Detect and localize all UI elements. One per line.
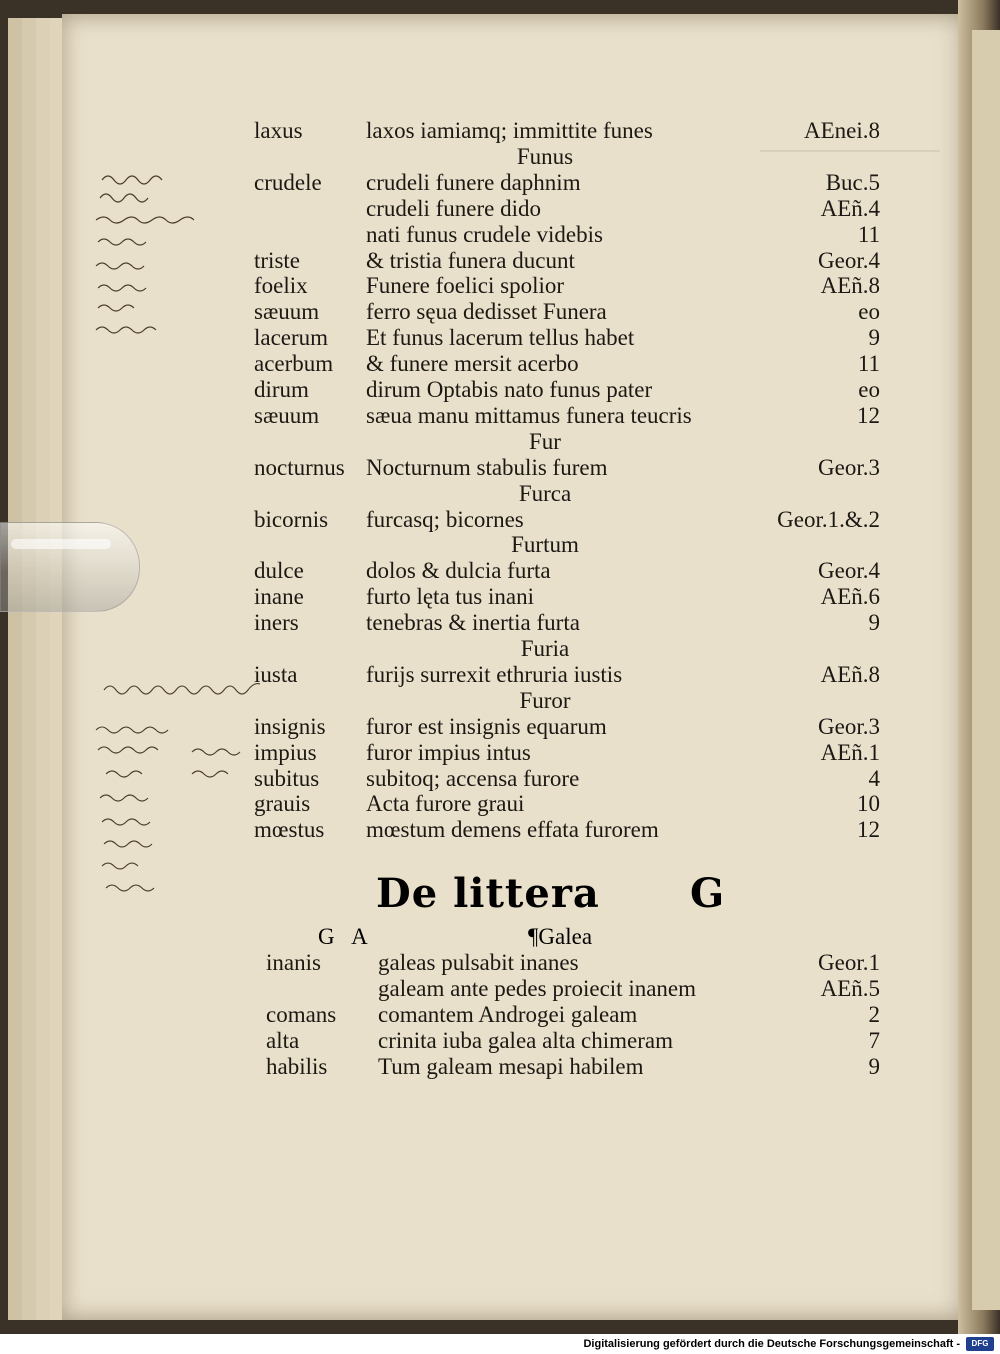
quotation: furor est insignis equarum [366,714,607,739]
reference: Geor.1.&.2 [777,507,880,532]
reference: AEnei.8 [803,118,880,143]
quotation: furijs surrexit ethruria iustis [366,662,623,687]
subheader-galea: ¶Galea [528,924,593,949]
entry-line [0,1054,1000,1080]
quotation: laxos iamiamq; immittite funes [366,118,653,143]
epithet: alta [266,1028,300,1053]
quotation: furor impius intus [366,740,531,765]
section-heading [376,868,756,920]
dfg-logo: DFG [966,1337,994,1351]
reference: AEñ.8 [820,662,880,687]
footer-banner [0,1334,1000,1354]
quotation: mœstum demens effata furorem [366,817,659,842]
section-subheader-line [0,924,1000,950]
entry-line [0,558,1000,584]
reference: AEñ.5 [820,976,880,1001]
reference: AEñ.8 [820,273,880,298]
reference: Geor.4 [818,558,880,583]
reference: 11 [857,351,880,376]
epithet: bicornis [254,507,329,532]
word-header: Furca [518,481,572,506]
quotation: furto lęta tus inani [366,584,534,609]
reference: Geor.3 [818,714,880,739]
reference: Buc.5 [825,170,880,195]
entry-line [0,976,1000,1002]
entry-line [0,377,1000,403]
quotation: & funere mersit acerbo [366,351,579,376]
page-clip [0,522,140,612]
reference: 9 [868,1054,880,1079]
quotation: crudeli funere dido [366,196,541,221]
quotation: Acta furore graui [366,791,525,816]
quotation: comantem Androgei galeam [378,1002,638,1027]
quotation: dolos & dulcia furta [366,558,551,583]
quotation: Tum galeam mesapi habilem [378,1054,644,1079]
epithet: iners [254,610,299,635]
epithet: nocturnus [254,455,345,480]
epithet: inane [254,584,304,609]
epithet: comans [266,1002,337,1027]
quotation: crinita iuba galea alta chimeram [378,1028,674,1053]
entry-line [0,403,1000,429]
epithet: habilis [266,1054,328,1079]
quotation: furcasq; bicornes [366,507,524,532]
clip-highlight [11,539,111,549]
word-header: Furtum [511,532,579,557]
quotation: galeam ante pedes proiecit inanem [378,976,697,1001]
quotation: subitoq; accensa furore [366,766,580,791]
entry-line [0,610,1000,636]
word-header-line [0,636,1000,662]
letter-pair: G A [318,924,374,949]
epithet: mœstus [254,817,325,842]
section-title: De littera [376,870,600,917]
reference: Geor.4 [818,248,880,273]
reference: 2 [868,1002,880,1027]
entry-line [0,584,1000,610]
footer-credit: Digitalisierung gefördert durch die Deutsche Forschungsgemeinschaft - [583,1338,960,1350]
epithet: laxus [254,118,303,143]
quotation: galeas pulsabit inanes [378,950,579,975]
entry-line [0,118,1000,144]
entry-line [0,1002,1000,1028]
marginalia-furia [100,668,280,698]
reference: 9 [868,610,880,635]
word-header: Furia [520,636,570,661]
reference: 12 [857,403,880,428]
word-header-line [0,429,1000,455]
reference: 12 [857,817,880,842]
epithet: triste [254,248,300,273]
reference: 9 [868,325,880,350]
handwriting-scribble [92,168,212,343]
epithet: dulce [254,558,304,583]
reference: eo [858,299,880,324]
reference: eo [858,377,880,402]
reference: 10 [857,791,880,816]
epithet: sæuum [254,299,320,324]
quotation: crudeli funere daphnim [366,170,581,195]
epithet: subitus [254,766,320,791]
epithet: iusta [254,662,298,687]
entry-line [0,1028,1000,1054]
quotation: sæua manu mittamus funera teucris [366,403,692,428]
quotation: Nocturnum stabulis furem [366,455,608,480]
reference: 4 [868,766,880,791]
handwriting-scribble [100,668,280,698]
entry-line [0,351,1000,377]
handwriting-scribble [92,716,262,896]
reference: Geor.1 [818,950,880,975]
marginalia-furor [92,716,262,896]
word-header-line [0,144,1000,170]
quotation: ferro sęua dedisset Funera [366,299,607,324]
word-header: Fur [529,429,561,454]
reference: AEñ.1 [820,740,880,765]
reference: 7 [868,1028,880,1053]
entry-line [0,507,1000,533]
reference: Geor.3 [818,455,880,480]
word-header-line [0,481,1000,507]
entry-line [0,455,1000,481]
word-header: Furor [519,688,571,713]
epithet: inanis [266,950,321,975]
quotation: & tristia funera ducunt [366,248,575,273]
quotation: Et funus lacerum tellus habet [366,325,635,350]
section-letter: G [690,870,726,917]
epithet: grauis [254,791,311,816]
quotation: tenebras & inertia furta [366,610,580,635]
epithet: dirum [254,377,309,402]
epithet: insignis [254,714,326,739]
epithet: sæuum [254,403,320,428]
quotation: nati funus crudele videbis [366,222,603,247]
epithet: crudele [254,170,322,195]
epithet: impius [254,740,317,765]
reference: 11 [857,222,880,247]
marginalia-top [92,168,212,343]
quotation: Funere foelici spolior [366,273,565,298]
reference: AEñ.4 [820,196,880,221]
epithet: acerbum [254,351,334,376]
reference: AEñ.6 [820,584,880,609]
epithet: lacerum [254,325,329,350]
word-header-line [0,532,1000,558]
entry-line [0,950,1000,976]
word-header: Funus [516,144,574,169]
epithet: foelix [254,273,308,298]
quotation: dirum Optabis nato funus pater [366,377,653,402]
